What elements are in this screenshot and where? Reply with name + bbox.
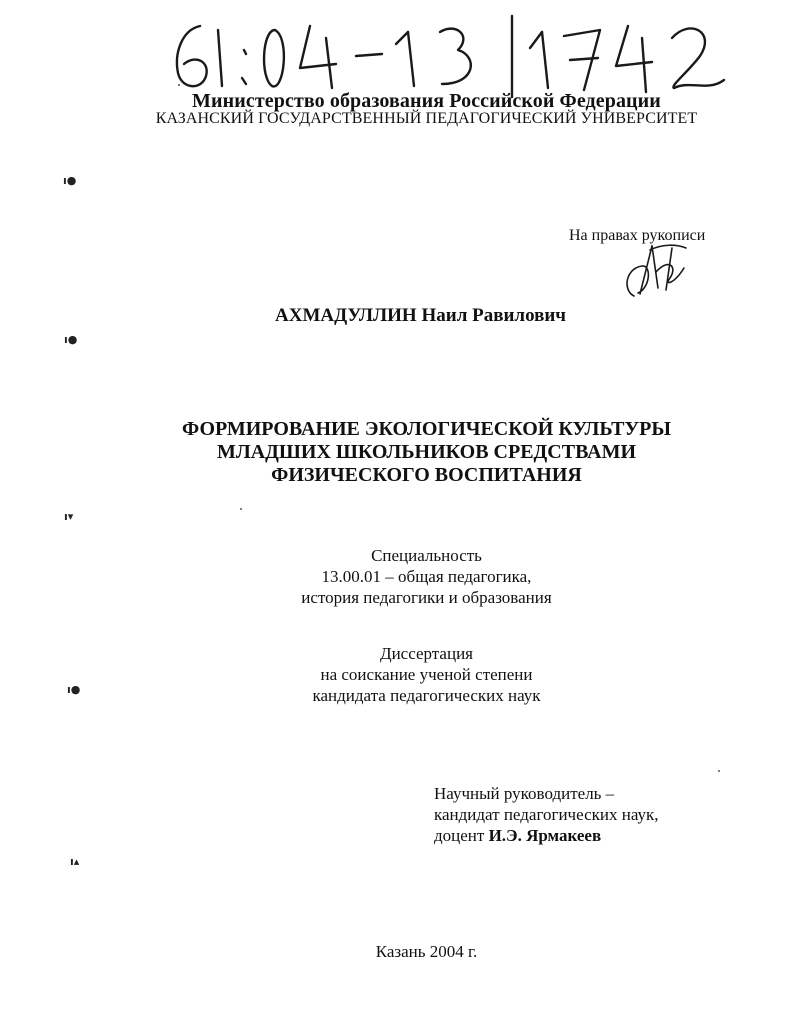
specialty-label: Специальность xyxy=(371,546,482,565)
title-line: ФИЗИЧЕСКОГО ВОСПИТАНИЯ xyxy=(271,464,582,486)
specialty-code: 13.00.01 – общая педагогика, xyxy=(321,567,532,586)
supervisor-rank-line xyxy=(434,825,659,846)
ministry-heading: Министерство образования Российской Федерации xyxy=(192,90,661,112)
author-name: АХМАДУЛЛИН Наил Равилович xyxy=(275,305,567,326)
title-line: ФОРМИРОВАНИЕ ЭКОЛОГИЧЕСКОЙ КУЛЬТУРЫ xyxy=(182,418,671,440)
supervisor-rank: доцент xyxy=(434,826,485,845)
title-line: МЛАДШИХ ШКОЛЬНИКОВ СРЕДСТВАМИ xyxy=(216,441,637,463)
handwritten-signature xyxy=(612,238,692,300)
scan-mark: ı▴ xyxy=(70,855,80,868)
city-year: Казань 2004 г. xyxy=(375,942,478,961)
handwritten-archive-code xyxy=(160,8,760,98)
university-heading: КАЗАНСКИЙ ГОСУДАРСТВЕННЫЙ ПЕДАГОГИЧЕСКИЙ УНИВЕРСИТЕТ xyxy=(155,110,698,127)
scan-speck xyxy=(178,84,180,86)
document-type: Диссертация xyxy=(379,644,473,663)
scan-speck xyxy=(240,508,242,510)
scan-mark: ı▾ xyxy=(64,510,74,523)
scan-speck xyxy=(718,770,720,772)
scan-mark: ı● xyxy=(63,174,77,187)
degree-block xyxy=(30,643,793,706)
supervisor-degree: кандидат педагогических наук, xyxy=(434,805,659,824)
specialty-block xyxy=(30,545,793,608)
scan-mark: ı● xyxy=(67,683,81,696)
supervisor-block xyxy=(434,783,659,846)
dissertation-title xyxy=(30,418,793,487)
degree-name: кандидата педагогических наук xyxy=(312,686,541,705)
supervisor-label: Научный руководитель – xyxy=(434,784,615,803)
specialty-name: история педагогики и образования xyxy=(301,588,552,607)
supervisor-name: И.Э. Ярмакеев xyxy=(488,826,602,845)
degree-purpose: на соискание ученой степени xyxy=(320,665,533,684)
scan-mark: ı● xyxy=(64,333,78,346)
rights-note: На правах рукописи xyxy=(569,227,706,244)
